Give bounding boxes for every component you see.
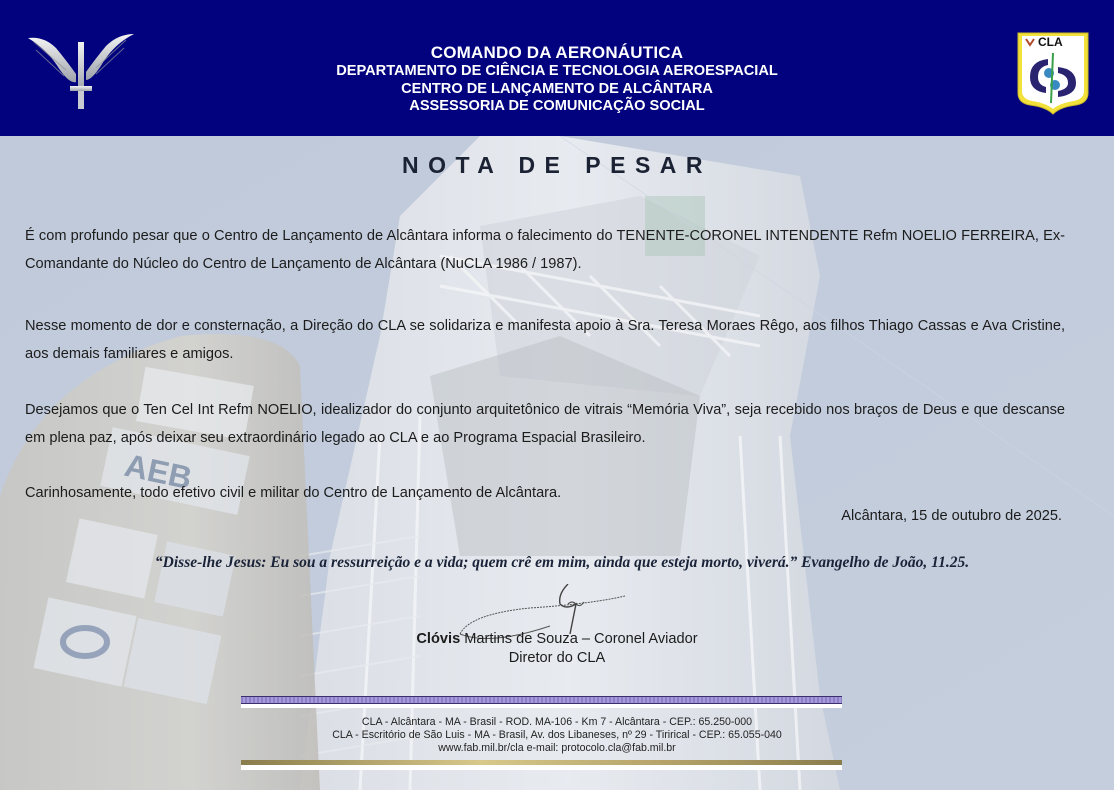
paragraph-wishes: Desejamos que o Ten Cel Int Refm NOELIO, idealizador do conjunto arquitetônico de vitrais “Memória Viva”, seja recebido nos braços de Deus e que descanse em plena paz, após deixar seu extraordinário legado ao CLA e ao Programa Espacial Brasileiro. bbox=[25, 402, 1065, 446]
header-line-ministry: COMANDO DA AERONÁUTICA bbox=[430, 43, 684, 62]
signer-role: Diretor do CLA bbox=[508, 650, 606, 666]
bible-quote: “Disse-lhe Jesus: Eu sou a ressurreição e a vida; quem crê em mim, ainda que esteja morto, viverá.” Evangelho de João, 11.25. bbox=[154, 554, 970, 571]
paragraph-closing: Carinhosamente, todo efetivo civil e militar do Centro de Lançamento de Alcântara. bbox=[25, 485, 562, 501]
paragraph-announcement: É com profundo pesar que o Centro de Lançamento de Alcântara informa o falecimento do TENENTE-CORONEL INTENDENTE Refm NOELIO FERREIRA, Ex-Comandante do Núcleo do Centro de Lançamento de Alcântara (NuCLA 1986 / 1987). bbox=[25, 228, 1065, 272]
paragraph-solidarity: Nesse momento de dor e consternação, a Direção do CLA se solidariza e manifesta apoio à Sra. Teresa Moraes Rêgo, aos filhos Thiago Cassas e Ava Cristine, aos demais familiares e amigos. bbox=[25, 318, 1065, 362]
footer-address-alcantara: CLA - Alcântara - MA - Brasil - ROD. MA-106 - Km 7 - Alcântara - CEP.: 65.250-000 bbox=[361, 716, 753, 728]
cla-shield-label: CLA bbox=[1038, 35, 1063, 49]
signer-first-name: Clóvis bbox=[416, 631, 461, 647]
footer-contact: www.fab.mil.br/cla e-mail: protocolo.cla@fab.mil.br bbox=[438, 742, 676, 754]
header-line-office: ASSESSORIA DE COMUNICAÇÃO SOCIAL bbox=[409, 98, 705, 115]
footer-address-sao-luis: CLA - Escritório de São Luis - MA - Brasil, Av. dos Libaneses, nº 29 - Tirirical - CEP.: 65.055-040 bbox=[332, 729, 782, 741]
condolence-note bbox=[0, 136, 1114, 790]
svg-text:AEB: AEB bbox=[121, 446, 196, 497]
footer-divider-white bbox=[241, 704, 842, 708]
document-title: NOTA DE PESAR bbox=[401, 152, 713, 178]
header-line-center: CENTRO DE LANÇAMENTO DE ALCÂNTARA bbox=[401, 80, 713, 97]
signer-block bbox=[0, 630, 1114, 668]
signer-name bbox=[0, 630, 1114, 649]
footer-address-block bbox=[0, 716, 1114, 755]
footer-divider-white-bottom bbox=[241, 765, 842, 770]
letterhead-title-block bbox=[0, 44, 1114, 117]
signer-rest-of-name: Martins de Souza – Coronel Aviador bbox=[460, 631, 698, 647]
document-date: Alcântara, 15 de outubro de 2025. bbox=[841, 508, 1062, 524]
header-line-department: DEPARTAMENTO DE CIÊNCIA E TECNOLOGIA AEROESPACIAL bbox=[336, 63, 778, 79]
cla-shield-icon bbox=[1016, 31, 1090, 115]
letterhead-header bbox=[0, 0, 1114, 136]
footer-divider-purple bbox=[241, 696, 842, 704]
